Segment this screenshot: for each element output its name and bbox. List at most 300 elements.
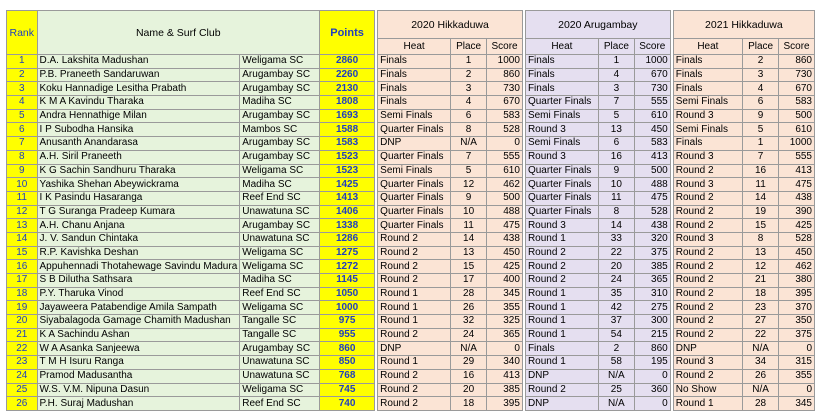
points-cell: 1693: [319, 109, 374, 123]
score-cell: 462: [487, 178, 523, 192]
place-cell: 8: [598, 205, 634, 219]
score-cell: 390: [779, 205, 815, 219]
score-cell: 0: [487, 342, 523, 356]
place-cell: 10: [451, 205, 487, 219]
event-header-3: 2021 Hikkaduwa: [673, 11, 814, 39]
rank-header: Rank: [7, 11, 38, 55]
club-cell: Madiha SC: [240, 96, 320, 110]
heat-cell: Round 1: [525, 356, 598, 370]
score-cell: 425: [779, 219, 815, 233]
place-cell: 14: [451, 232, 487, 246]
score-cell: 860: [634, 342, 670, 356]
heat-cell: Round 2: [378, 246, 451, 260]
place-cell: 14: [598, 219, 634, 233]
points-cell: 860: [319, 342, 374, 356]
heat-cell: Finals: [378, 68, 451, 82]
table-row: [7, 109, 815, 123]
score-cell: 413: [634, 150, 670, 164]
score-cell: 730: [634, 82, 670, 96]
place-cell: N/A: [743, 383, 779, 397]
points-cell: 1808: [319, 96, 374, 110]
place-cell: 12: [451, 178, 487, 192]
points-cell: 955: [319, 328, 374, 342]
rank-cell: 26: [7, 397, 38, 411]
table-row: [7, 96, 815, 110]
table-row: [7, 328, 815, 342]
heat-cell: Round 3: [525, 219, 598, 233]
place-cell: 25: [598, 383, 634, 397]
score-cell: 215: [634, 328, 670, 342]
heat-cell: Round 1: [525, 315, 598, 329]
score-header: Score: [487, 39, 523, 55]
heat-cell: Semi Finals: [378, 109, 451, 123]
place-cell: 23: [743, 301, 779, 315]
score-cell: 555: [779, 150, 815, 164]
name-cell: Jayaweera Patabendige Amila Sampath: [37, 301, 240, 315]
heat-cell: Round 1: [673, 397, 742, 411]
club-cell: Mambos SC: [240, 123, 320, 137]
place-cell: 22: [743, 328, 779, 342]
place-cell: 26: [743, 369, 779, 383]
name-cell: I P Subodha Hansika: [37, 123, 240, 137]
club-cell: Arugambay SC: [240, 68, 320, 82]
club-cell: Arugambay SC: [240, 150, 320, 164]
heat-cell: Round 2: [673, 328, 742, 342]
place-cell: 13: [451, 246, 487, 260]
name-cell: J. V. Sandun Chintaka: [37, 232, 240, 246]
heat-cell: Finals: [378, 82, 451, 96]
place-cell: 5: [451, 164, 487, 178]
points-cell: 1406: [319, 205, 374, 219]
score-cell: 355: [779, 369, 815, 383]
club-cell: Tangalle SC: [240, 328, 320, 342]
place-cell: 2: [598, 342, 634, 356]
place-cell: 33: [598, 232, 634, 246]
table-row: [7, 55, 815, 69]
score-cell: 0: [779, 342, 815, 356]
place-cell: 7: [451, 150, 487, 164]
place-cell: 11: [451, 219, 487, 233]
rank-cell: 17: [7, 274, 38, 288]
heat-cell: Round 2: [673, 246, 742, 260]
heat-cell: Round 2: [378, 383, 451, 397]
club-cell: Unawatuna SC: [240, 205, 320, 219]
heat-cell: Quarter Finals: [378, 178, 451, 192]
score-cell: 528: [487, 123, 523, 137]
name-cell: W.S. V.M. Nipuna Dasun: [37, 383, 240, 397]
heat-cell: DNP: [673, 342, 742, 356]
name-club-header: Name & Surf Club: [37, 11, 319, 55]
heat-header: Heat: [378, 39, 451, 55]
score-cell: 438: [779, 191, 815, 205]
heat-cell: Round 3: [673, 356, 742, 370]
score-cell: 0: [779, 383, 815, 397]
place-cell: 11: [598, 191, 634, 205]
score-cell: 365: [487, 328, 523, 342]
place-cell: 13: [743, 246, 779, 260]
heat-cell: No Show: [673, 383, 742, 397]
heat-cell: DNP: [525, 369, 598, 383]
club-cell: Arugambay SC: [240, 342, 320, 356]
table-row: [7, 68, 815, 82]
score-cell: 345: [487, 287, 523, 301]
table-row: [7, 260, 815, 274]
heat-cell: Quarter Finals: [378, 219, 451, 233]
rank-cell: 10: [7, 178, 38, 192]
points-cell: 2260: [319, 68, 374, 82]
club-cell: Madiha SC: [240, 274, 320, 288]
score-cell: 438: [487, 232, 523, 246]
table-row: [7, 164, 815, 178]
score-header: Score: [779, 39, 815, 55]
score-cell: 385: [634, 260, 670, 274]
heat-cell: Finals: [525, 342, 598, 356]
place-cell: N/A: [598, 397, 634, 411]
heat-cell: Quarter Finals: [525, 178, 598, 192]
club-cell: Unawatuna SC: [240, 232, 320, 246]
name-cell: I K Pasindu Hasaranga: [37, 191, 240, 205]
score-cell: 438: [634, 219, 670, 233]
place-cell: 37: [598, 315, 634, 329]
table-row: [7, 315, 815, 329]
heat-cell: Finals: [673, 55, 742, 69]
club-cell: Weligama SC: [240, 164, 320, 178]
points-cell: 1000: [319, 301, 374, 315]
rank-cell: 7: [7, 137, 38, 151]
heat-cell: Quarter Finals: [525, 164, 598, 178]
heat-cell: Finals: [673, 137, 742, 151]
score-cell: 350: [779, 315, 815, 329]
score-cell: 583: [779, 96, 815, 110]
score-cell: 395: [779, 287, 815, 301]
score-cell: 365: [634, 274, 670, 288]
club-cell: Unawatuna SC: [240, 356, 320, 370]
rankings-table: [6, 10, 815, 411]
score-cell: 413: [779, 164, 815, 178]
points-cell: 1523: [319, 164, 374, 178]
place-cell: 4: [743, 82, 779, 96]
place-cell: 1: [743, 137, 779, 151]
place-cell: 2: [451, 68, 487, 82]
club-cell: Arugambay SC: [240, 82, 320, 96]
score-cell: 500: [487, 191, 523, 205]
table-row: [7, 219, 815, 233]
score-cell: 528: [779, 232, 815, 246]
name-cell: R.P. Kavishka Deshan: [37, 246, 240, 260]
table-row: [7, 383, 815, 397]
place-cell: N/A: [451, 342, 487, 356]
name-cell: P.H. Suraj Madushan: [37, 397, 240, 411]
heat-cell: DNP: [525, 397, 598, 411]
rank-cell: 23: [7, 356, 38, 370]
table-row: [7, 178, 815, 192]
heat-cell: Round 3: [673, 109, 742, 123]
score-cell: 860: [779, 55, 815, 69]
place-cell: 1: [598, 55, 634, 69]
rank-cell: 15: [7, 246, 38, 260]
name-cell: K M A Kavindu Tharaka: [37, 96, 240, 110]
score-cell: 360: [634, 383, 670, 397]
heat-header: Heat: [673, 39, 742, 55]
place-cell: 15: [451, 260, 487, 274]
club-cell: Reef End SC: [240, 191, 320, 205]
rank-cell: 21: [7, 328, 38, 342]
name-cell: S B Dilutha Sathsara: [37, 274, 240, 288]
table-row: [7, 369, 815, 383]
place-cell: N/A: [598, 369, 634, 383]
points-cell: 1583: [319, 137, 374, 151]
score-cell: 488: [487, 205, 523, 219]
score-cell: 300: [634, 315, 670, 329]
rank-cell: 9: [7, 164, 38, 178]
points-cell: 1425: [319, 178, 374, 192]
table-row: [7, 191, 815, 205]
heat-cell: Finals: [378, 96, 451, 110]
place-cell: 9: [743, 109, 779, 123]
score-cell: 425: [487, 260, 523, 274]
points-cell: 745: [319, 383, 374, 397]
club-cell: Madiha SC: [240, 178, 320, 192]
score-cell: 1000: [779, 137, 815, 151]
heat-cell: Round 2: [378, 232, 451, 246]
score-cell: 610: [634, 109, 670, 123]
table-row: [7, 137, 815, 151]
place-cell: 16: [451, 369, 487, 383]
rank-cell: 20: [7, 315, 38, 329]
name-cell: Appuhennadi Thotahewage Savindu Madura: [37, 260, 240, 274]
score-cell: 395: [487, 397, 523, 411]
table-row: [7, 246, 815, 260]
points-cell: 1413: [319, 191, 374, 205]
place-cell: 6: [451, 109, 487, 123]
score-cell: 670: [487, 96, 523, 110]
heat-cell: Finals: [673, 82, 742, 96]
rank-cell: 19: [7, 301, 38, 315]
place-cell: 16: [743, 164, 779, 178]
score-cell: 475: [779, 178, 815, 192]
score-cell: 275: [634, 301, 670, 315]
points-cell: 768: [319, 369, 374, 383]
heat-cell: Semi Finals: [378, 164, 451, 178]
heat-cell: DNP: [378, 137, 451, 151]
place-header: Place: [451, 39, 487, 55]
place-cell: 18: [743, 287, 779, 301]
rank-cell: 5: [7, 109, 38, 123]
table-row: [7, 123, 815, 137]
place-cell: 20: [598, 260, 634, 274]
heat-cell: Round 3: [673, 150, 742, 164]
place-cell: 34: [743, 356, 779, 370]
heat-cell: Round 2: [673, 191, 742, 205]
name-cell: T M H Isuru Ranga: [37, 356, 240, 370]
heat-cell: Round 3: [673, 232, 742, 246]
heat-cell: Round 1: [378, 301, 451, 315]
place-cell: 6: [743, 96, 779, 110]
rank-cell: 12: [7, 205, 38, 219]
club-cell: Weligama SC: [240, 260, 320, 274]
place-cell: 5: [743, 123, 779, 137]
score-cell: 370: [779, 301, 815, 315]
place-cell: 7: [743, 150, 779, 164]
heat-cell: Round 2: [673, 369, 742, 383]
score-cell: 1000: [487, 55, 523, 69]
table-row: [7, 301, 815, 315]
score-cell: 325: [487, 315, 523, 329]
name-cell: Siyabalagoda Gamage Chamith Madushan: [37, 315, 240, 329]
place-cell: 11: [743, 178, 779, 192]
table-row: [7, 232, 815, 246]
place-cell: 21: [743, 274, 779, 288]
place-cell: 2: [743, 55, 779, 69]
name-cell: Koku Hannadige Lesitha Prabath: [37, 82, 240, 96]
club-cell: Weligama SC: [240, 246, 320, 260]
name-cell: T G Suranga Pradeep Kumara: [37, 205, 240, 219]
heat-cell: Finals: [525, 82, 598, 96]
heat-cell: Round 2: [378, 369, 451, 383]
score-header: Score: [634, 39, 670, 55]
score-cell: 1000: [634, 55, 670, 69]
rank-cell: 1: [7, 55, 38, 69]
place-cell: 27: [743, 315, 779, 329]
name-cell: A.H. Siril Praneeth: [37, 150, 240, 164]
points-cell: 1286: [319, 232, 374, 246]
place-cell: 8: [743, 232, 779, 246]
score-cell: 462: [779, 260, 815, 274]
heat-cell: Quarter Finals: [378, 205, 451, 219]
heat-cell: Finals: [673, 68, 742, 82]
points-cell: 1145: [319, 274, 374, 288]
place-cell: 3: [743, 68, 779, 82]
points-cell: 1272: [319, 260, 374, 274]
place-cell: N/A: [451, 137, 487, 151]
rank-cell: 13: [7, 219, 38, 233]
heat-cell: Round 1: [525, 287, 598, 301]
place-cell: 5: [598, 109, 634, 123]
score-cell: 488: [634, 178, 670, 192]
heat-cell: Round 2: [525, 246, 598, 260]
score-cell: 0: [634, 369, 670, 383]
score-cell: 860: [487, 68, 523, 82]
event-header-1: 2020 Hikkaduwa: [378, 11, 523, 39]
club-cell: Arugambay SC: [240, 219, 320, 233]
heat-cell: Round 2: [378, 397, 451, 411]
place-cell: 29: [451, 356, 487, 370]
heat-cell: Quarter Finals: [378, 191, 451, 205]
score-cell: 450: [779, 246, 815, 260]
score-cell: 413: [487, 369, 523, 383]
rank-cell: 14: [7, 232, 38, 246]
name-cell: P.Y. Tharuka Vinod: [37, 287, 240, 301]
place-cell: 28: [451, 287, 487, 301]
club-cell: Tangalle SC: [240, 315, 320, 329]
score-cell: 450: [487, 246, 523, 260]
place-cell: 17: [451, 274, 487, 288]
heat-cell: Quarter Finals: [525, 191, 598, 205]
heat-cell: Round 2: [673, 219, 742, 233]
score-cell: 500: [779, 109, 815, 123]
name-cell: K A Sachindu Ashan: [37, 328, 240, 342]
name-cell: P.B. Praneeth Sandaruwan: [37, 68, 240, 82]
name-cell: Andra Hennathige Milan: [37, 109, 240, 123]
club-cell: Reef End SC: [240, 287, 320, 301]
rank-cell: 22: [7, 342, 38, 356]
heat-cell: Round 2: [378, 260, 451, 274]
place-cell: 12: [743, 260, 779, 274]
heat-cell: Quarter Finals: [525, 205, 598, 219]
name-cell: Yashika Shehan Abeywickrama: [37, 178, 240, 192]
table-row: [7, 82, 815, 96]
heat-cell: Round 2: [673, 287, 742, 301]
score-cell: 555: [634, 96, 670, 110]
heat-cell: Finals: [525, 68, 598, 82]
score-cell: 385: [487, 383, 523, 397]
club-cell: Unawatuna SC: [240, 369, 320, 383]
score-cell: 0: [487, 137, 523, 151]
rank-cell: 18: [7, 287, 38, 301]
score-cell: 500: [634, 164, 670, 178]
score-cell: 0: [634, 397, 670, 411]
place-cell: 8: [451, 123, 487, 137]
name-cell: Anusanth Anandarasa: [37, 137, 240, 151]
score-cell: 610: [779, 123, 815, 137]
score-cell: 555: [487, 150, 523, 164]
table-row: [7, 205, 815, 219]
heat-cell: Round 2: [525, 260, 598, 274]
club-cell: Reef End SC: [240, 397, 320, 411]
points-header: Points: [319, 11, 374, 55]
score-cell: 315: [779, 356, 815, 370]
points-cell: 1588: [319, 123, 374, 137]
name-cell: W A Asanka Sanjeewa: [37, 342, 240, 356]
rank-cell: 2: [7, 68, 38, 82]
rank-cell: 4: [7, 96, 38, 110]
place-cell: 24: [598, 274, 634, 288]
place-cell: 3: [598, 82, 634, 96]
place-cell: 16: [598, 150, 634, 164]
club-cell: Arugambay SC: [240, 137, 320, 151]
points-cell: 1050: [319, 287, 374, 301]
points-cell: 1275: [319, 246, 374, 260]
place-cell: 4: [598, 68, 634, 82]
points-cell: 975: [319, 315, 374, 329]
score-cell: 670: [779, 82, 815, 96]
score-cell: 375: [634, 246, 670, 260]
heat-cell: Round 2: [673, 164, 742, 178]
name-cell: K G Sachin Sandhuru Tharaka: [37, 164, 240, 178]
place-cell: 4: [451, 96, 487, 110]
score-cell: 730: [779, 68, 815, 82]
rank-cell: 8: [7, 150, 38, 164]
header-row-events: [7, 11, 815, 39]
heat-cell: Round 3: [525, 123, 598, 137]
heat-cell: Round 1: [525, 301, 598, 315]
place-cell: 18: [451, 397, 487, 411]
club-cell: Weligama SC: [240, 301, 320, 315]
place-cell: 15: [743, 219, 779, 233]
table-row: [7, 342, 815, 356]
rank-cell: 11: [7, 191, 38, 205]
score-cell: 340: [487, 356, 523, 370]
heat-cell: Semi Finals: [525, 109, 598, 123]
heat-cell: Round 1: [525, 328, 598, 342]
heat-cell: Round 1: [378, 356, 451, 370]
heat-cell: Round 1: [378, 287, 451, 301]
score-cell: 583: [487, 109, 523, 123]
place-cell: 54: [598, 328, 634, 342]
score-cell: 345: [779, 397, 815, 411]
place-header: Place: [743, 39, 779, 55]
heat-cell: Finals: [525, 55, 598, 69]
